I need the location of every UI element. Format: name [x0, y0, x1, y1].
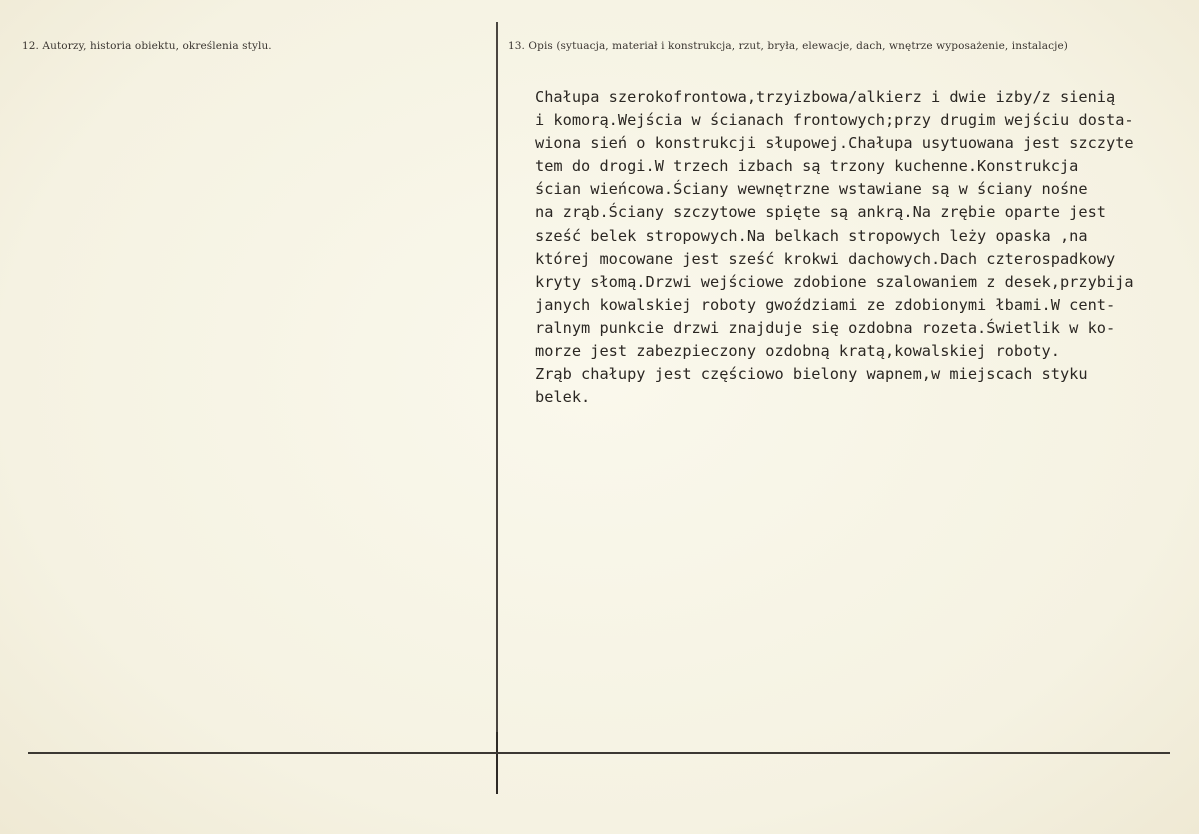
- typed-line: ralnym punkcie drzwi znajduje się ozdobna rozeta.Świetlik w ko-: [535, 318, 1116, 337]
- typed-line: kryty słomą.Drzwi wejściowe zdobione szalowaniem z desek,przybija: [535, 272, 1134, 291]
- typed-line: belek.: [535, 388, 591, 407]
- typed-line: wiona sień o konstrukcji słupowej.Chałupa usytuowana jest szczyte: [535, 134, 1134, 153]
- section-13-label: 13. Opis (sytuacja, materiał i konstrukcja, rzut, bryła, elewacje, dach, wnętrze wyposażenie, instalacje): [508, 40, 1068, 52]
- typed-line: której mocowane jest sześć krokwi dachowych.Dach czterospadkowy: [535, 249, 1116, 268]
- typed-line: ścian wieńcowa.Ściany wewnętrzne wstawiane są w ściany nośne: [535, 180, 1088, 199]
- column-divider: [496, 22, 498, 792]
- section-13-typed-text: [535, 86, 1175, 409]
- bottom-rule: [28, 752, 1170, 754]
- column-divider-mark: [496, 732, 498, 794]
- typed-line: morze jest zabezpieczony ozdobną kratą,kowalskiej roboty.: [535, 342, 1060, 361]
- section-12-label: 12. Autorzy, historia obiektu, określenia stylu.: [22, 40, 272, 52]
- typed-line: tem do drogi.W trzech izbach są trzony kuchenne.Konstrukcja: [535, 157, 1079, 176]
- typed-line: Zrąb chałupy jest częściowo bielony wapnem,w miejscach styku: [535, 365, 1088, 384]
- typed-line: na zrąb.Ściany szczytowe spięte są ankrą.Na zrębie oparte jest: [535, 203, 1106, 222]
- typed-line: sześć belek stropowych.Na belkach stropowych leży opaska ,na: [535, 226, 1088, 245]
- typed-line: i komorą.Wejścia w ścianach frontowych;przy drugim wejściu dosta-: [535, 111, 1134, 130]
- typed-line: Chałupa szerokofrontowa,trzyizbowa/alkierz i dwie izby/z sienią: [535, 88, 1116, 106]
- typed-line: janych kowalskiej roboty gwoździami ze zdobionymi łbami.W cent-: [535, 295, 1116, 314]
